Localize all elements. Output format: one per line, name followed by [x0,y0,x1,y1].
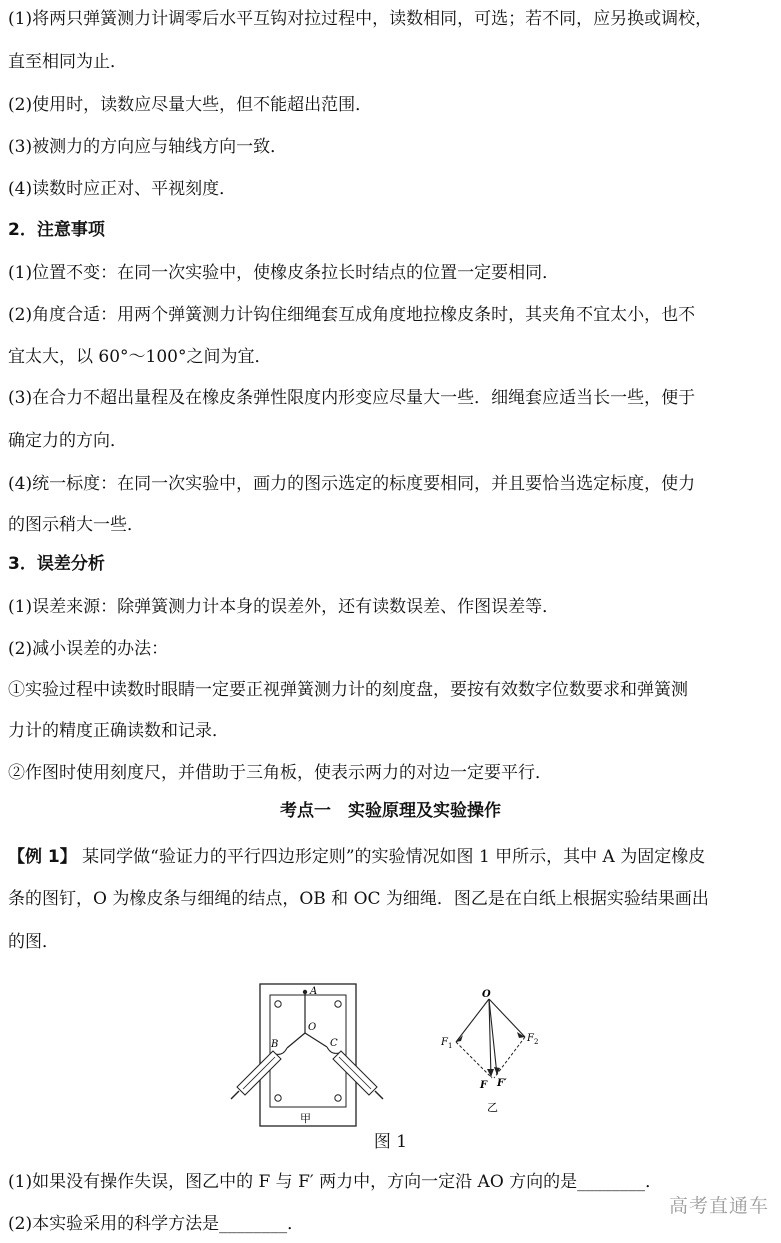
label-f-prime: F′ [497,1078,507,1089]
text-line: (1)将两只弹簧测力计调零后水平互钩对拉过程中，读数相同，可选；若不同，应另换或调校， [8,9,713,29]
example-line: 的图． [8,932,59,952]
label-o: O [308,1022,317,1033]
text-line: 的图示稍大一些． [8,515,144,535]
label-f2-sub: 2 [534,1038,539,1046]
example-line [8,846,705,868]
label-c: C [330,1038,338,1049]
text-line: (1)位置不变：在同一次实验中，使橡皮条拉长时结点的位置一定要相同． [8,263,560,283]
section-title: 考点一 实验原理及实验操作 [280,801,501,821]
text-line: (2)角度合适：用两个弹簧测力计钩住细绳套互成角度地拉橡皮条时，其夹角不宜太小，也不 [8,305,696,325]
section-heading: 2．注意事项 [8,220,105,240]
text-line: (4)统一标度：在同一次实验中，画力的图示选定的标度要相同，并且要恰当选定标度，使力 [8,474,696,494]
text-line: 确定力的方向． [8,431,127,451]
question-line: (2)本实验采用的科学方法是________． [8,1214,305,1234]
caption-jia: 甲 [300,1112,311,1125]
caption-yi: 乙 [487,1101,498,1114]
figure-1 [215,975,575,1133]
text-line: 力计的精度正确读数和记录． [8,721,229,741]
text-line: (1)误差来源：除弹簧测力计本身的误差外，还有读数误差、作图误差等． [8,597,560,617]
label-f2: F [527,1033,534,1044]
label-f: F [480,1080,488,1091]
text-line: ②作图时使用刻度尺，并借助于三角板，使表示两力的对边一定要平行． [8,763,552,783]
label-b: B [271,1039,279,1050]
figure-caption: 图 1 [373,1132,408,1152]
example-label: 【例 1】 [8,847,77,867]
example-line: 条的图钉，O 为橡皮条与细绳的结点，OB 和 OC 为细绳．图乙是在白纸上根据实验结果画出 [8,889,709,909]
example-text: 某同学做“验证力的平行四边形定则”的实验情况如图 1 甲所示，其中 A 为固定橡皮 [76,847,706,867]
section-heading: 3．误差分析 [8,554,105,574]
spring-scale-right [333,1051,383,1099]
figure-yi-force-diagram [440,989,538,1114]
watermark: 高考直通车 [668,1195,769,1217]
text-line: (3)被测力的方向应与轴线方向一致． [8,137,288,157]
text-line: 直至相同为止． [8,52,127,72]
text-line: (4)读数时应正对、平视刻度． [8,179,237,199]
text-line: ①实验过程中读数时眼睛一定要正视弹簧测力计的刻度盘，要按有效数字位数要求和弹簧测 [8,680,688,700]
spring-scale-left [231,1051,281,1099]
figure-jia-apparatus [231,984,383,1126]
label-o-yi: O [482,989,491,1000]
label-a: A [310,986,318,997]
text-line: (3)在合力不超出量程及在橡皮条弹性限度内形变应尽量大一些．细绳套应适当长一些，便于 [8,388,696,408]
text-line: 宜太大，以 60°～100°之间为宜． [8,347,272,367]
text-line: (2)减小误差的办法： [8,639,169,659]
label-f1: F [441,1037,448,1048]
text-line: (2)使用时，读数应尽量大些，但不能超出范围． [8,95,373,115]
label-f1-sub: 1 [448,1042,453,1050]
question-line: (1)如果没有操作失误，图乙中的 F 与 F′ 两力中，方向一定沿 AO 方向的是________． [8,1172,663,1192]
